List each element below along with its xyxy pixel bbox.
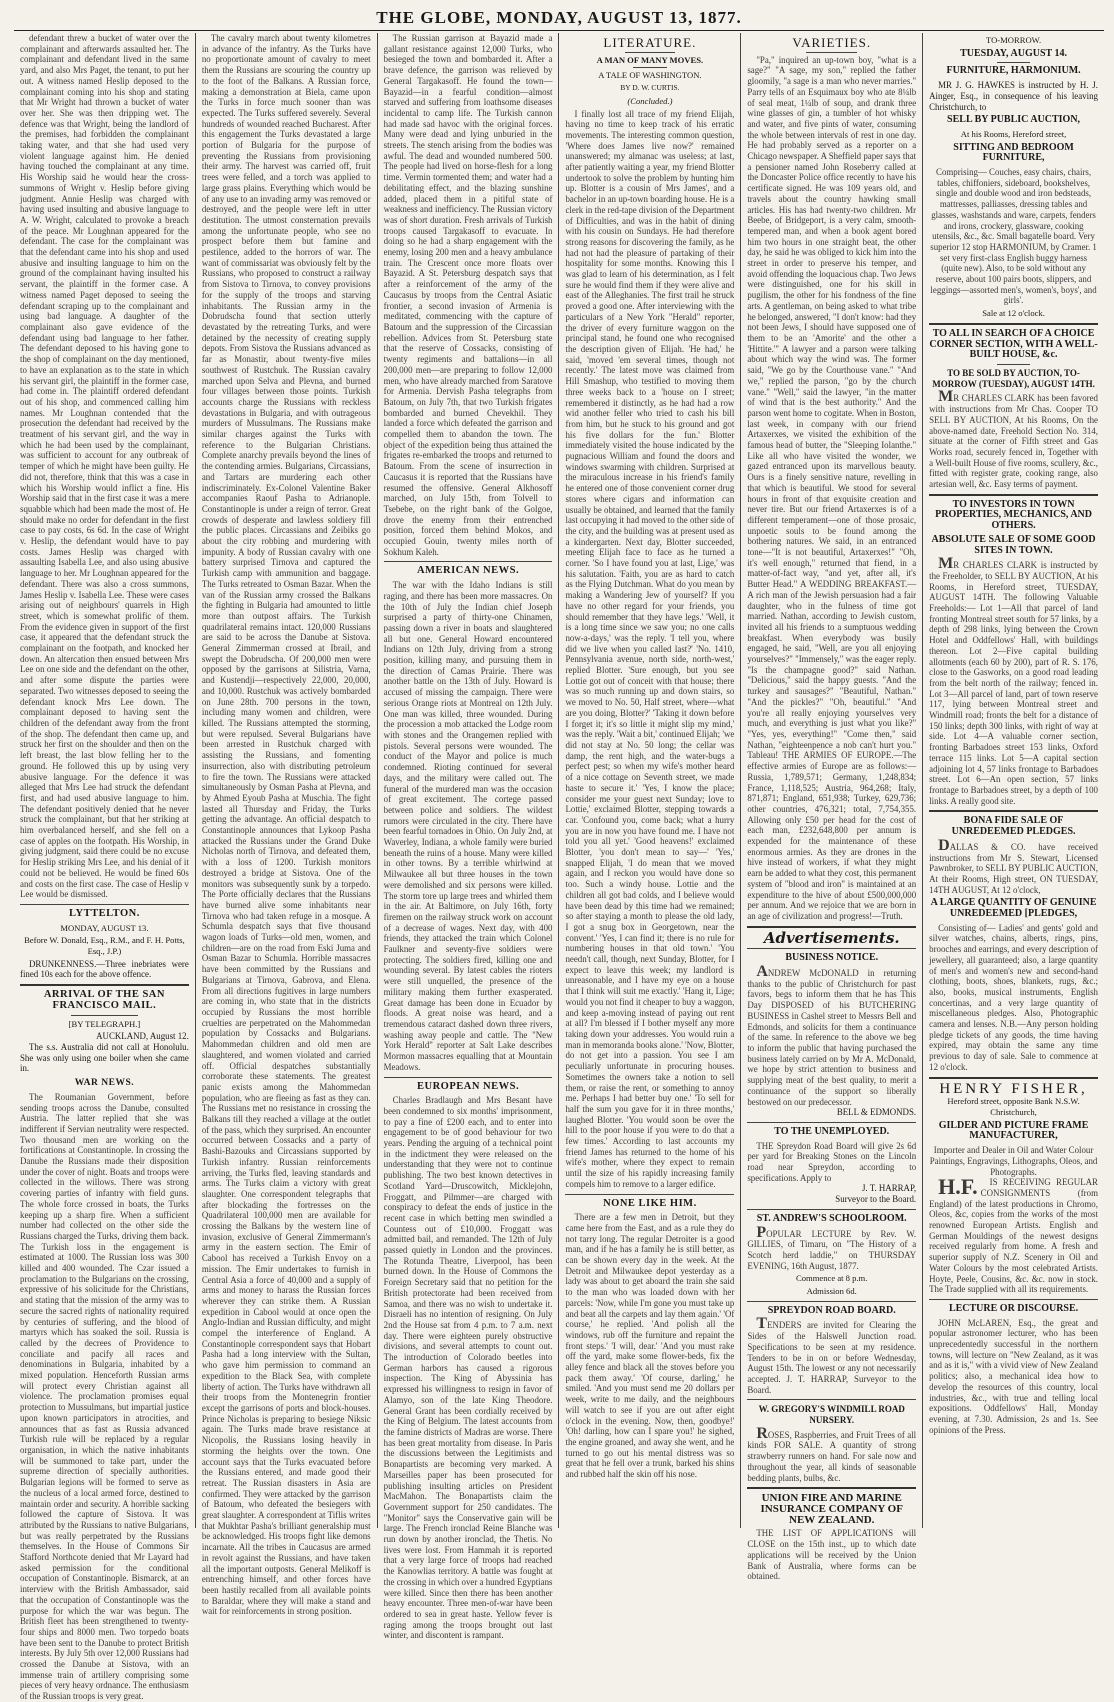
story-author: BY D. W. CURTIS. [620,83,680,93]
sold-tomorrow: TO BE SOLD BY AUCTION, TO-MORROW (TUESDAY), AUGUST 14TH. [932,367,1095,389]
unemployed-text: THE Spreydon Road Board will give 2s 6d per yard for Breaking Stones on the Lincoln road near Spreydon, according to specifications. Apply to [747,1140,917,1183]
story-concluded: (Concluded.) [627,95,673,106]
varieties-text: "Pa," inquired an up-town boy, "what is a sage?" "A sage, my son," replied the father gloomily, "a sage is a man who never marries." Parry tells of an Esquimaux boy who ate 8¼lb of seal meat, 1¼lb of soup, and drank three wine glasses of gin, a tumbler of hot whisky and water, and five pints of water, consuming the whole between intervals of rest in one day. He had probably served as a reporter on a Chicago newspaper. A Sheffield paper says that a pensioner named John Roseberry called at the Doncaster Police office recently to have his certificate signed. He was 109 years old, and travels about the country hawking small articles. His has had twenty-two children. Mr Beebe, of Bridgeport, is a very calm, smooth-tempered man, and when a book agent bored him two hours in one straight beat, the other day, he said he was obliged to kick him into the street in order to preserve his temper, and avoid offending the loquacious chap. Two Jews were distinguished, one for his skill in pugilism, the other for his fondness of the fine arts. A gentleman, on being asked to what tribe he belonged, answered, "I don't know: had they not been Jews, I should have supposed one of them to be an 'Amorite' and the other a 'Hittite.'" A lawyer and a parson were talking about which way the wind was. The former said, "We go by the Courthouse vane." "And we," replied the parson, "go by the church vane." "Well," said the lawyer, "in the matter of wind that is the best authority." And the parson went home to cogitate. When in Boston, last week, in company with our friend Artaxerxes, we visited the exhibition of the famous head of butter, the "Sleeping Iolanthe." Like all who have visited the wonder, we gazed entranced upon its marvellous beauty. Ours is a finely sensitive nature, revelling in that which is beautiful. We stood for several hours in front of that exquisite creation and never tire. But our friend Artaxerxes is of a different temperament—one of those prosaic, unpoetic souls to be found among the bothering natures. We said, in an entranced tone—"It is not beautiful, Artaxerxes!" "Oh, it's well enough," returned that fiend, in a matter-of-fact way, "and yet, after all, it's Butter Head." A WEDDING BREAKFAST.—A rich man of the Jewish persuasion had a fair daughter, who in the fulness of time got married. Nathan, according to Jewish custom, invited all his friends to a sumptuous wedding breakfast. When everybody was busily engaged, he said, "Well, are you all enjoying yourselves?" "Immensely," was the eager reply. "Is the champagne good?" said Nathan. "Delicious," said the happy guests. "And the turkey and sausages?" "Beautiful, Nathan." "And the pickles?" "Oh, beautiful." "And you're all really enjoying yourselves very much, and everything is just what you like?" "Yes, yes, everything!" "Come then," said Nathan, "eighteenpence a nob can't hurt you." Tableau! THE ARMIES OF EUROPE.—The effective armies of Europe are as follows:—Russia, 1,789,571; Germany, 1,248,834; France, 1,118,525; Austria, 964,268; Italy, 871,871; England, 651,938; Turkey, 629,736; other countries, 476,321; total, 7,754,355. Allowing only £50 per head for the cost of each man, £232,648,800 per annum is expended for the maintenance of these enormous armies. As they are drones in the hive instead of workers, if what they might earn be added to what they cost, this permanent system of "blood and iron" is maintained at an expenditure to the hive of about £500,000,000 per annum. And we rejoice that we are born in an age of civilization and progress!—Truth. [747,54,917,921]
mail-dateline: AUCKLAND, August 12. [96,1031,189,1042]
divider [929,323,1098,325]
lyttelton-date: MONDAY, AUGUST 13. [60,922,149,933]
story-title: A MAN OF MANY MOVES. [596,54,704,65]
column-6 [923,33,1104,1528]
advertisements-heading: Advertisements. [763,928,900,947]
hf-text: H.F. IS RECEIVING REGULAR CONSIGNMENTS (from England) of the latest productions in Chromo, Oleos, &c, copies from the works of the most renowned European Artists. English and German Mouldings of the newest designs received regularly from home. A fresh and superior supply of N.Z. Scenery in Oil and Water Colours by the most celebrated Artists. Hoyte, Peele, Cousins, &c. &c. now in stock. The Trade supplied with all its requirements. [929,1174,1098,1295]
story-text: I finally lost all trace of my friend Elijah, having no time to keep track of his erratic movements. The interesting common question, 'Where does James live now?' remained unanswered; my almanac was useless; at last, after patiently waiting a year, my friend Blotter undertook to solve the problem by hunting him up. Blotter is a cousin of Mrs James', and a bachelor in an up-town boarding house. He is a clerk in the red-tape division of the Department of Difficulties, and was in the habit of dining with his cousin on Sundays. He had therefore strong reasons for discovering the family, as he had not had the pleasure of partaking of their hospitality for some months. Knowing this I was glad to learn of his determination, as I felt sure he would find them if they were alive and east of the Alleghanies. The first trail he struck proved a good one. After interviewing with the particulars of a New York "Herald" reporter, the driver of every furniture waggon on the principal stand, he found one who recognised the description given of Elijah. 'He had,' he said, 'moved 'em several times, though not recently.' The latest move was claimed from Hill Smashup, who testified to moving them three weeks back to a 'house on I street; remembered it distinctly, as he had had a row wid another feller who tried to cash his bill from him, but he stuck to his ground and got his five dollars for the fun.' Blotter immediately visited the house indicated by the pugnacious William and found the doors and windows swarming with children. Surprised at the miraculous increase in his friend's family he entered one of those convenient corner drug stores where cigars and information can usually be obtained, and learned that the family last occupying it had moved to the other side of the city, and the building was at present used as a kindergarten. Next day, Blotter succeeded, meeting Elijah face to face as he turned a corner. 'So I have found you at last, Lige,' was his salutation. 'Faith, you are as hard to catch as the Flying Dutchman. What do you mean by making a Wandering Jew of yourself? If you have no other regard for your friends, you should remember that they have legs.' 'Well, it is a long time since we saw you; no one calls now-a-days,' was the reply. 'I tell you, where did we live when you called last?' 'No. 1410, Pennsylvania avenue, north side, north-west,' replied Blotter. 'Sure enough, but you see Lottie got out of conceit with that house; there was so much running up and down stairs, so we moved to No. 50, Half street, where—what are you doing, Blotter?' 'Taking it down before I forget it; it's so little it might slip my mind,' was the reply. 'Wait a bit,' continued Elijah; 'we did not stay at No. 50 long; the cellar was damp, the rent high, and the water-bugs a perfect pest; so when my wife's mother heard of a nice cottage on Seventh street, we made haste to secure it.' 'Yes, I know the place; consider me your guest next Sunday; love to Lottie,' exclaimed Blotter, stepping towards a car. 'Confound you, come back; what a hurry you are in now you have found me. I have not told you all yet.' 'Good heavens!' exclaimed Blotter, 'you don't mean to say—' 'Yes,' snapped Elijah, 'I do mean that we moved again, and I reckon you would have done so too. Such a windy house. Lottie and the children all got bad colds, and I believe would have been dead by this time had we remained; so after staying a month to please the old lady, I got a snug box in Georgetown, near the convent.' 'Yes, I can find it; there is no rule for numbering houses in that old town.' 'You needn't call, though, next Sunday, Blotter, for I expect to leave this week; my landlord is unreasonable, and I have my eye on a house that I think will suit me exactly.' 'Hang it, Lige; would you not find it cheaper to buy a waggon, and keep a-moving instead of paying out rent at all? I'm blessed if I bother myself any more taking down your addresses. You would ruin a man in memoranda books alone.' 'Now, Blotter, do not get into a passion. You see I am peculiarly unfortunate in procuring houses. Sometimes the owners take a notion to sell them, or raise the rent, or something to annoy me. Perhaps I had better buy one.' 'To sell for half the sum you gave for it in three months,' laughed Blotter. 'You would soon be over the hill to the poor house if you were to do that a few times.' According to last accounts my friend James has returned to the home of his wife's mother, where they expect to remain until the size of his rapidly increasing family compels him to remove to a larger edifice. [565,108,735,1189]
lyttelton-heading: LYTTELTON. [68,907,140,919]
fisher-address: Hereford street, opposite Bank N.S.W. Christchurch, [947,1096,1080,1117]
divider [806,52,857,53]
schoolroom-heading: ST. ANDREW'S SCHOOLROOM. [756,1212,907,1224]
mail-text: The s.s. Australia did not call at Honolulu. She was only using one boiler when she came in. [20,1041,189,1074]
mail-heading: ARRIVAL OF THE SAN FRANCISCO MAIL. [43,989,165,1011]
column-5 [741,33,923,1582]
tuesday-label: TUESDAY, AUGUST 14. [960,47,1067,59]
european-news-text: Charles Bradlaugh and Mrs Besant have been condemned to six months' imprisonment, to pay a fine of £200 each, and to enter into engagement to be of good behaviour for two years. Pending the arguing of a technical point in the indictment they were released on the understanding that they were not to continue publishing. The two best known detectives in Scotland Yard—Druscowitch, Micklejohn, Froggatt, and Pilmmer—are charged with conspiracy to defeat the ends of justice in the recent case in which betting men swindled a Countess out of £10,000. Froggatt was admitted bail, and remanded. The 12th of July passed quietly in London and the provinces. The Rotunda Theatre, Liverpool, has been burned down. In the House of Commons the Foreign Secretary said that no petition for the British protectorate had been received from Samoa, and there was no wish to undertake it. Disraeli has no intention of resigning. On July 2nd the House sat from 4 p.m. to 7 a.m. next day. There were eighteen purely obstructive divisions, and several attempts to count out. The introduction of Colorado beetles into German harbors has caused a rigorous inspection. The King of Abyssinia has expressed his willingness to resign in favor of Alamyo, son of the late King Theodore. General Grant has been cordially received by the King of Belgium. The latest accounts from the famine districts of Madras are worse. There has been great mortality from disease. In Paris the discussions between the Legitimists and Bonapartists are becoming very marked. A Marseilles paper has been prosecuted for publishing insulting articles on President MacMahon. The Bonapartists claim the Government support for 250 candidates. The "Monitor" says the Conservative gain will be large. The French ironclad Reine Blanche was run down by another ironclad, the Thetis. No lives were lost. From Hammah it is reported that a very large force of troops had reached the Kanowlias territory. A battle was fought at the crossing in which over a hundred Egyptians were killed. Since then there has been another heavy encounter. Three men-of-war have been ordered to sea in great haste. Yellow fever is raging among the troops brought out last winter, and discontent is rampant. [383,1095,553,1641]
war-news-heading: WAR NEWS. [74,1078,135,1089]
lecture-admission: Admission 6d. [806,1286,857,1297]
rooms-address: At his Rooms, Hereford street, [960,128,1067,139]
bona-fide-heading: BONA FIDE SALE OF UNREDEEMED PLEDGES. [951,815,1076,838]
dallas-text: DALLAS & CO. have received instructions from Mr S. Stewart, Licensed Pawnbroker, to SELL BY PUBLIC AUCTION, At their Rooms, High street, ON TUESDAY, 14TH AUGUST, At 12 o'clock, [929,836,1098,895]
story-subtitle: A TALE OF WASHINGTON. [598,70,702,81]
nursery-heading: W. GREGORY'S WINDMILL ROAD NURSERY. [758,1404,905,1426]
european-news-heading: EUROPEAN NEWS. [417,1080,520,1092]
divider [929,494,1098,496]
tomorrow-label: TO-MORROW. [985,35,1042,45]
large-quantity-heading: A LARGE QUANTITY OF GENUINE UNREDEEMED [PLEDGES, [930,897,1097,920]
lecture-heading: LECTURE OR DISCOURSE. [948,1302,1079,1314]
court-report-text: defendant threw a bucket of water over the complainant and afterwards assaulted her. The complainant and defendant lived in the same yard, and also Mrs Paget, the tenant, to put her out. A witness named Heslip deposed to the complainant coming into his shop and stating that Mr Wright had thrown a bucket of water over her. She was then dripping wet. The defence was that Wright, being the landlord of the premises, had forbidden the complainant taking water, and that she had used very violent language against him. He denied having touched the complainant at any time. His Worship said he would hear the cross-summons of Wright v. Heslip before giving judgment. Annie Heslip was charged with having used insulting and abusive language to A. W. Wright, calculated to provoke a breach of the peace. Mr Loughnan appeared for the defendant. The case for the complainant was that the defendant came into his shop and used abusive and insulting language to him on the ground of the complainant having insulted his servant, the plaintiff in the former case. A witness named Paget deposed to seeing the defendant scraping up to the complainant and using bad language. A daughter of the complainant also gave evidence of the defendant using bad language to her father. The defendant deposed to his having gone to the shop of complainant on the day mentioned, to have an explanation as to the state in which his servant girl, the plaintiff in the former case, had come in. The plaintiff ordered defendant out of his shop, and commenced calling him names. Mr Loughnan contended that the prosecution the defendant had received by the treatment of his servant girl, and the way in which he had been used by the complainant, was sufficient to account for any outbreak of temper of which he might have been guilty. He did not, therefore, think that this was a case in which his Worship would inflict a fine. His Worship said that in the first case it was a mere squabble which had been made the most of. He should make no order for defendant in the first case to pay costs, 6s 6d. In the case of Wright v. Heslip, the defendant would have to pay costs. James Heslip was charged with assaulting Isabella Lee, and also using abusive language to her. Mr Loughnan appeared for the defendant. There was also a cross summons, James Heslip v. Isabella Lee. These were cases arising out of neighbours' quarrels in High street, which is somewhat prolific of them. From the evidence given in support of the first case, it appeared that the defendant struck the complainant on the footpath, and knocked her down. An altercation then ensued between Mrs Lee on one side and the defendant on the other, and after some dispute the parties were separated. Two witnesses deposed to seeing the defendant knock Mrs Lee down. The complainant deposed to having sent the children of the defendant away from the front of the shop. The defendant then came up, and struck her first on the shoulder and then on the left breast, the last blow felling her to the ground. He followed this up by using very abusive language. For the defence it was alleged that Mrs Lee had struck the defendant first, and had used abusive language to him. The defendant positively denied that he never struck the complainant, but that her striking at him overbalanced herself, and she fell on a case of apples on the footpath. His Worship, in giving judgment, said there could be no excuse for Heslip striking Mrs Lee, and his denial of it could not be believed. He would be fined 60s and costs on the first case. The case of Heslip v Lee would be dismissed. [20,33,189,900]
sell-public-auction: SELL BY PUBLIC AUCTION, [947,114,1081,126]
fisher-name: HENRY FISHER, [939,1080,1088,1097]
divider [747,1487,916,1489]
harrap-title: Surveyor to the Board. [835,1194,917,1205]
divider [747,926,916,928]
absolute-sale-heading: ABSOLUTE SALE OF SOME GOOD SITES IN TOWN. [931,533,1096,556]
divider [929,1077,1098,1079]
literature-heading: LITERATURE. [603,35,697,50]
sites-text: MR CHARLES CLARK is instructed by the Freeholder, to SELL BY AUCTION, At his Rooms, in Hereford street, TUESDAY, AUGUST 14TH. The following Valuable Freeholds:— Lot 1—All that parcel of land fronting Montreal street south for 57 links, by a depth of 298 links, lying between the Crown Hotel and Oddfellows' Hall, with buildings thereon. Lot 2—Five capital building allotments (each 60 by 200), part of R. S. 176, close to the Gasworks, on a good road leading from the belt north of the railway; fenced in. Lot 3—All parcel of land, part of town reserve 117, lying between Montreal street and Windmill road; fronts the belt for a distance of 150 links; depth 300 links, with right of way at side. Lot 4—A valuable corner section, fronting Barbadoes street 153 links, Oxford terrace 115 links. Lot 5—A capital section adjoining lot 4, 57 links frontage to Barbadoes street. Lot 6—An open section, 57 links frontage to Barbadoes street, by a depth of 100 links. A really good site. [929,555,1098,806]
divider [747,1399,916,1400]
column-3 [378,33,560,1641]
war-news-text: The Roumanian Government, before sending troops across the Danube, consulted Austria. The latter replied that she was indifferent if Servian neutrality were respected. Two thousand men are working on the fortifications at Constantinople. In crossing the Danube the Russians made their disposition under the cover of night. Boats and troops were collected in the willows. There was strong covering parties of infantry with field guns. The whole force crossed in boats, the Turks keeping up a sharp fire. When a sufficient number had collected on the other side the Russians charged the Turks, driving them back. The Turkish loss in the engagement is estimated at 1000. The Russian loss was 300 killed and 400 wounded. The Czar issued a proclamation to the Bulgarians on the crossing, expressive of his solicitude for the Christians, and stating that the mission of the army was to secure the sacred rights of nationality required by centuries of suffering, and the blood of martyrs which has soaked the soil. Russia is called by the decrees of Providence to conciliate and pacify all races and denominations in Bulgaria, inhabited by a mixed population. Henceforth Russian arms will protect every Christian against all violence. The proclamation promises equal protection to Mussulmans, but impartial justice upon known participators in atrocities, and announces that as fast as Russia advanced Turkish rule will be replaced by a regular organisation, in which the native inhabitants will be summoned to take part, under the supreme direction of specially authorities. Bulgarian legions will be formed to serve as the nucleus of a local armed force, destined to maintain order and security. A horrible sacking followed the capture of Sistova. It was attributed by the Russians to native Bulgarians, but was really perpetrated by the Russians themselves. In the House of Commons Sir Stafford Northcote denied that Mr Layard had asked permission for the conditional occupation of Constantinople. Bismarck, at an interview with the British Ambassador, said that the occupation of Constantinople was the purpose for which the war was begun. The British fleet has been strengthened to twenty-four ships and 8000 men. Two torpedo boats have been sent to the Danube to protect British interests. By July 5th over 12,000 Russians had crossed the Danube at Sistova, with an immense train of artillery comprising some pieces of very heavy ordnance. The enthusiasm of the Russian troops is very great. [20,1091,189,1702]
lecture-text: POPULAR LECTURE by Rev. W. GILLIES, of Timaru, on "The History of a Scotch herd laddie," on THURSDAY EVENING, 16th August, 1877. [747,1223,917,1271]
divider [625,52,676,53]
telegraph-label: [BY TELEGRAPH.] [68,1018,141,1029]
divider [747,1122,916,1123]
column-2 [196,33,378,1617]
tenders-text: TENDERS are invited for Clearing the Sides of the Halswell Junction road. Specifications to be seen at my residence. Tenders to be in on or before Wednesday, August 15th. The lowest or any not necessarily accepted. J. T. HARRAP, Surveyor to the Board. [747,1315,917,1395]
furniture-heading: FURNITURE, HARMONIUM. [946,65,1081,77]
columns [14,33,1104,1702]
divider [384,1077,553,1078]
divider [929,1299,1098,1300]
spreydon-heading: SPREYDON ROAD BOARD. [767,1304,896,1316]
divider [997,364,1031,365]
furniture-list: Comprising— Couches, easy chairs, chairs, tables, chiffoniers, sideboard, bookshelves, single and double wood and iron bedsteads, mattresses, palliasses, dressing tables and glasses, washstands and ware, carpets, fenders and irons, crockery, glassware, cooking utensils, &c., &c. Small bagatelle board. Very superior 12 stop HARMONIUM, by Cramer. 1 set very first-class English buggy harness (quite new). Also, to be sold without any reserve, about 100 pairs boots, slippers, and leggings—assorted men's, women's, boys', and girls'. [930,167,1097,306]
union-text: THE LIST OF APPLICATIONS will CLOSE on the 15th inst., up to which date applications will be received by the Union Bank of Australia, where forms can be obtained. [747,1528,917,1582]
asia-news-text: The Russian garrison at Bayazid made a gallant resistance against 12,000 Turks, who besieged the town and bombarded it. After a brave defence, the garrison was relieved by General Targakasoff. He found the town—Bayazid—in a fearful condition—almost starved and suffering from loathsome diseases incidental to camp life. The Turkish cannon had made sad havoc with the original forces. Many were dead and lying unburied in the streets. The stench arising from the bodies was awful. The dead and wounded numbered 500. The people had lived on horse-flesh for a long time. Vermin tormented them; and water had a debilitating effect, and the blazing sunshine added, placed them in a pitiful state of weakness and inefficiency. The Russian victory was of short duration. Fresh arrivals of Turkish troops caused Targakasoff to evacuate. In doing so he had a sharp engagement with the enemy, losing 200 men and a heavy ambulance train. The Crescent once more floats over Bayazid. A St. Petersburg despatch says that after a reinforcement of the army of the Caucasus by troops from the Central Asiatic frontier, a second invasion of Armenia is meditated, commencing with the capture of Batoum and the suppression of the Circassian rebellion. Advices from St. Petersburg state that the reserve of Cossacks, consisting of twenty regiments and battalions—in all 200,000 men—are preparing to follow 12,000 men, who have already marched from Saratove for Armenia. Dervish Pasha telegraphs from Batoum, on July 7th, that two Turkish frigates bombarded and burned Chevekhil. They landed a force which defeated the garrison and compelled them to abandon the town. The object of the expedition being thus attained the frigates re-embarked the troops and returned to Batoum. From the scene of insurrection in Caucasus it is reported that the Russians have resumed the offensive. General Alkhosoff marched, on July 15th, from Tolvell to Tsebebe, on the right bank of the Golgoe, drove the enemy from their entrenched position, forced them behind Mokos, and occupied Gouin, twenty miles north of Sokhum Kaleh. [383,33,553,557]
divider [71,1015,139,1016]
american-news-text: The war with the Idaho Indians is still raging, and there has been more massacres. On the 10th of July the Indian chief Joseph surprised a party of thirty-one Chinamen, passing down a river in boats and slaughtered all but one. General Howard encountered Indians on 12th July, driving from a strong position, killing many, and pursuing them in the direction of Camas Prairie. There was another battle on the 13th of July. Howard is accused of missing the campaign. There were serious Orange riots at Montreal on 12th July. One man was killed, three wounded. During the procession a mob attacked the Lodge room with stones and the Orangemen replied with pistols. Several persons were wounded. The conduct of the Mayor and police is much condemned. Rioting continued for several days, and the military were called out. The funeral of the murdered man was the occasion of great excitement. The cortege passed between police and soldiers. The wildest rumors were circulated in the city. There have been fearful tornadoes in Ohio. On July 2nd, at Waverley, Indiana, a whole family were buried beneath the ruins of a house. Many were killed in other towns. By a terrible whirlwind at Milwaukee all but three houses in the town were demolished and six persons were killed. The storm tore up large trees and whirled them in the air. At Baltimore, on July 16th, forty firemen on the railway struck work on account of a decrease of wages. Next day, with 400 friends, they attacked the train which Colonel Faulkner and seventy-five soldiers were protecting. The soldiers fired, killing one and wounding several. By latest cables the rioters were still unquelled, the presence of the military making them further exasperated. Great damage has been done in Ecuador by floods. A great noise was heard, and a tremendous cataract dashed down three rivers, washing away people and cattle. The "New York Herald" reporter at Salt Lake describes Mormon massacres equalling that at Mountain Meadows. [383,580,553,1072]
business-notice-text: ANDREW McDONALD in returning thanks to the public of Christchurch for past favors, begs to inform them that he has This Day DISPOSED of his BUTCHERING BUSINESS in Cashel street to Messrs Bell and Edmonds, and solicits for them a continuance of the same. In reference to the above we beg to inform the public that having purchased the business lately carried on by Mr A. McDonald, we hope by strict attention to business and supplying meat of the best quality, to merit a continuance of the support so liberally bestowed on our predecessor. [747,963,917,1107]
divider [929,810,1098,812]
mclaren-text: JOHN McLAREN, Esq., the great and popular astronomer lecturer, who has been unprecedentedly successful in the northern towns, will lecture on "New Zealand, as it was and as it is," with a vivid view of New Zealand politics; also, a mechanical idea how to develop the resources of this country, local industries, &c., with true and telling local expositions. Oddfellows' Hall, Monday evening, at 7.30. Admission, 2s and 1s. See opinions of the Press. [929,1317,1098,1435]
masthead: THE GLOBE, MONDAY, AUGUST 13, 1877. [14,6,1104,31]
sitting-bedroom: SITTING AND BEDROOM FURNITURE, [953,141,1074,164]
divider [633,67,667,68]
drunkenness-text: DRUNKENNESS.—Three inebriates were fined 10s each for the above offence. [20,958,189,980]
choice-section-heading: TO ALL IN SEARCH OF A CHOICE CORNER SECTION, WITH A WELL-BUILT HOUSE, &c. [929,327,1098,361]
business-notice-heading: BUSINESS NOTICE. [785,952,879,964]
lecture-time: Commence at 8 p.m. [796,1273,868,1284]
column-1 [14,33,196,1702]
divider [565,1194,734,1195]
column-4 [559,33,741,1528]
gilder-heading: GILDER AND PICTURE FRAME MANUFACTURER, [938,1119,1089,1142]
divider [747,948,916,949]
divider [747,1209,916,1210]
divider [384,561,553,562]
lyttelton-bench: Before W. Donald, Esq., R.M., and F. H. Potts, Esq., J.P.) [24,935,185,957]
sale-time: Sale at 12 o'clock. [982,308,1045,319]
war-news-continued: The cavalry march about twenty kilometres in advance of the infantry. As the Turks have no proportionate amount of cavalry to meet them the Russians are scouring the country up to the foot of the Balkans. A Russian force, making a demonstration at Biela, came upon the Turks in force much sooner than was expected. The Turks suffered severely. Several hundreds of wounded reached Bucharest. After this engagement the Turks devastated a large portion of Bulgaria for the purpose of preventing the Russians from provisioning their army. The harvest was carried off, fruit trees were felled, and a torch was applied to large grass plains. Everything which would be of any use to an invading army was removed or destroyed, and the people were left in utter destitution. The utmost consternation prevails among the unfortunate people, who see no prospect before them but famine and pestilence, added to the horrors of war. The want of commissariat was obviously felt by the Russians, who proposed to construct a railway from Sistova to Tirnova, to convey provisions for the supply of the troops and starving inhabitants. The Russian army in the Dobrudscha found that section utterly devastated by the retreating Turks, and were detained by the necessity of creating supply depots. From Sistova the Russians advanced as far as Monastir, about twenty-five miles southwest of Rustchuk. The Russian cavalry marched upon Selva and Plevna, and burned four villages between those points. Turkish accounts charge the Russians with reckless devastations in Bulgaria, and with outrageous murders of Mussulmans. The Russians make similar charges against the Turks with reference to the Bulgarian Christians. Complete anarchy prevails beyond the lines of the contending armies. Bulgarians, Circassians, and Tartars are murdering each other indiscriminately. Ex-Colonel Valentine Baker accompanies Raouf Pasha to Adrianople. Constantinople is under a reign of terror. Great crowds of desperate and lawless soldiery fill the public places. Circassians and Zeibiks go about the city robbing and murdering with impunity. A body of Russian cavalry with one battery surprised Tirnova and captured the Turkish camp with ammunition and baggage. The Turks retreated to Osman Bazar. When the van of the Russian army crossed the Balkans the fighting in Bulgaria had amounted to little more than outpost affairs. The Turkish quadrilateral remains intact. 120,000 Russians are said to be across the Danube at Sistova. General Zimmerman crossed at Ibrail, and swept the Dobrudscha. Of 200,000 men were opposed by the garrisons at Silistria, Varna, and Kustendji—respectively 22,000, 20,000, and 10,000. Rustchuk was actively bombarded on June 28th. 700 persons in the town, including many women and children, were killed. The Russians attempted the storming, but were repulsed. Several Bulgarians have been arrested in Rustchuk charged with assisting the Russians, and fomenting insurrection, also with distributing petroleum to fire the town. The Russians were attacked simultaneously by Osman Pasha at Plevna, and by Ahmed Eyoub Pasha at Muschia. The fight lasted all Thursday and Friday, the Turks getting the advantage. An official despatch to Constantinople announces that Lykoop Pasha attacked the Russians under the Grand Duke Nicholas north of Tirnova, and defeated them, with a loss of 1200. Turkish monitors destroyed a bridge at Sistova. One of the monitors was subsequently sunk by a torpedo. The Porte officially declares that the Russians have burned alive some inhabitants near Tirnova who had taken refuge in a mosque. A Schumla despatch says that five thousand wagon loads of Turks—old men, women, and children—are on the road from Eski Juma and Osman Bazar to Schumla. Horrible massacres have been committed by the Russians and Bulgarians at Tirnova, Gabrova, and Elena. From all directions fugitives in large numbers are coming in, who state that in the districts occupied by Russians the most horrible cruelties are perpetrated on the Mahommedan population by Cossacks and Bulgarians. Mahommedan children and old men are slaughtered, and women violated and carried off. Official despatches substantially corroborate these statements. The greatest panic exists among the Mahommedan population, who are fleeing as fast as they can. The Russians met no resistance in crossing the Balkans till they reached a village at the outlet of the pass, which they surprised. An encounter occurred between Cossacks and a party of Bashi-Bazouks and Circassians supported by Turkish infantry. Russian reinforcements arriving, the Turks fled, leaving standards and arms. The Turks claim a victory with great slaughter. One correspondent telegraphs that after blockading the fortresses on the Quadrilateral 100,000 men are available for crossing the Balkans by the western line of invasion, exclusive of General Zimmermann's army in the eastern section. The Emir of Cabool has received a Turkish Envoy on a mission. The Emir undertakes to furnish in Central Asia a force of 40,000 and a supply of arms and money to harass the Russian forces wherever they can strike them. A Russian expedition in Cabool would at once open the Anglo-Indian and Russian difficulty, and might compel the interference of England. A Constantinople correspondent says that Hobart Pasha had a long interview with the Sultan, who gave him permission to command an expedition to the Black Sea, with complete liberty of action. The Turks have withdrawn all their troops from the Montenegrin frontier except the garrisons of ports and block-houses. Prince Nicholas is preparing to besiege Niksic again. The Turks made brave resistance at Nicopolis, the Russians losing heavily in storming the heights over the town. One account says that the Turks evacuated before the Russians entered, and made good their retreat. The Russian disasters in Asia are confirmed. They were attacked by the garrison of Batoum, who defeated the besiegers with great slaughter. A correspondent at Tiflis writes that Mukhtar Pasha's brilliant generalship must be acknowledged. His troops fight like demons incarnate. All the tribes in Caucasus are armed in revolt against the Russians, and have taken all the important outposts. General Melikoff is entrenching himself, and other forces have been hastily recalled from all available points to Baraldar, where they will make a stand and wait for reinforcements in strong position. [201,33,371,1617]
divider [20,904,189,905]
fisher-text: Importer and Dealer in Oil and Water Colour Paintings, Engravings, Lithographs, Oleos, and Photographs. [929,1145,1098,1177]
varieties-heading: VARIETIES. [792,35,872,50]
divider [747,1301,916,1302]
unemployed-heading: TO THE UNEMPLOYED. [774,1125,890,1137]
hawkes-text: MR J. G. HAWKES is instructed by H. J. Ainger, Esq., in consequence of his leaving Christchurch, to [929,80,1098,112]
none-like-him-heading: NONE LIKE HIM. [603,1197,697,1209]
union-heading: UNION FIRE AND MARINE INSURANCE COMPANY OF NEW ZEALAND. [760,1492,903,1526]
american-news-heading: AMERICAN NEWS. [417,565,520,577]
mcdonald-signature: BELL & EDMONDS. [836,1107,917,1118]
pledges-text: Consisting of— Ladies' and gents' gold and silver watches, chains, alberts, rings, pins, brooches and earrings, and every description of jewellery, all guaranteed; also, a large quantity of men's and women's new and second-hand clothing, boots, shoes, blankets, rugs, &c.; also, books, musical instruments, English concertinas, and a very large quantity of miscellaneous pledges. Also, Photographic camera and lenses. N.B.—Any person holding pledge tickets of any goods, the time having expired, may obtain the same any time previous to day of sale. Sale to commence at 12 o'clock. [929,922,1098,1072]
clark-text: MR CHARLES CLARK has been favored with instructions from Mr Chas. Cooper TO SELL BY AUCTION, At his Rooms, On the above-named date, Freehold Section No. 314, situate at the corner of Fifth street and Gas Works road, securely fenced in, Together with a Well-built House of five rooms, scullery, &c., fitted with register grate, cooking range, also artesian well, &c. Easy terms of payment. [929,388,1098,490]
none-like-him-text: There are a few men in Detroit, but they came here from the East, and as a rule they do not tarry long. The regular Detroiter is a good man, and if he has a family he is still better, as can be shown every day in the week. At the Detroit and Milwaukee depot yesterday as a lady was about to get aboard the train she said to the man who was loaded down with her parcels: 'Now, while I'm gone you must take up and beat all the carpets and lay them again.' 'Of course,' he replied. 'And polish all the windows, rub off the furniture and repaint the front steps.' 'I will, dear.' 'And you must rake off the yard, make some flower-beds, fix the alley fence and black all the stoves before you pack them away.' 'Of course, darling,' he smiled. 'And you must send me 20 dollars per week, write to me daily, and the neighbours will watch to see if you are out after eight o'clock in the evening. Now, then, goodbye!' 'Oh! darling, how can I spare you!' he sighed, the engine groaned, and away she went, and he turned to go out his mental distress was so great that he fell over a trunk, barked his shins and rubbed half the skin off his nose. [565,1212,735,1480]
nursery-text: ROSES, Raspberries, and Fruit Trees of all kinds FOR SALE. A quantity of strong strawberry runners on hand. For sale now and throughout the year, all kinds of seasonable bedding plants, bulbs, &c. [747,1424,917,1483]
divider [997,62,1031,63]
investors-heading: TO INVESTORS IN TOWN PROPERTIES, MECHANICS, AND OTHERS. [935,498,1092,532]
harrap-name: J. T. HARRAP, [861,1183,917,1194]
divider [20,984,189,986]
